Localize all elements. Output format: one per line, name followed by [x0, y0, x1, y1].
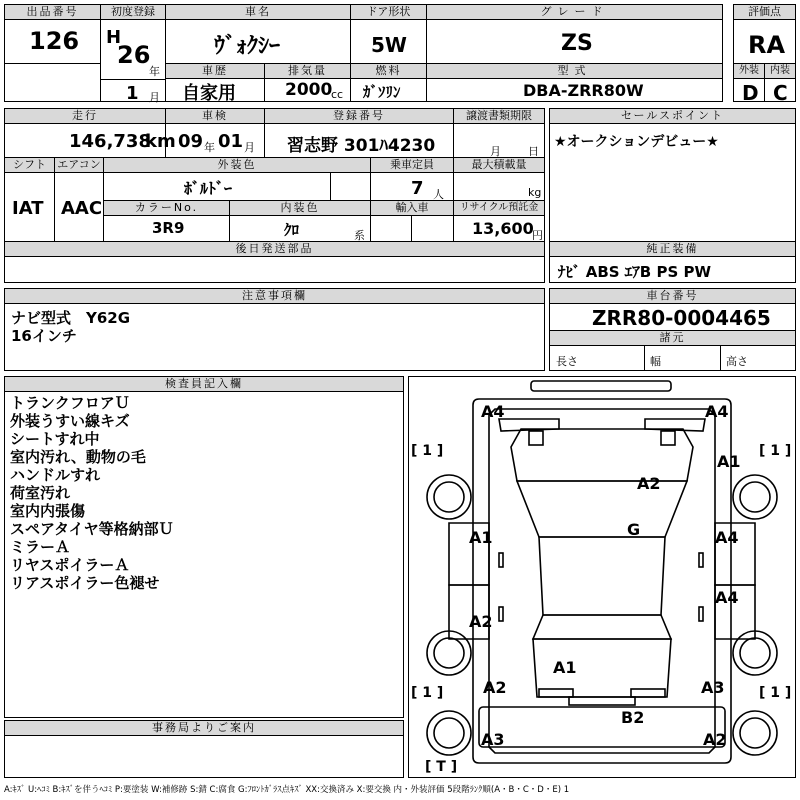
mark-a4-front-left: A4 [481, 402, 505, 421]
tire-front-right: [ 1 ] [759, 443, 792, 459]
year-unit: 年 [149, 65, 160, 78]
ac-box [54, 157, 104, 242]
sales-point-box [549, 108, 796, 242]
inspector-note: リヤスポイラーＡ [10, 556, 130, 574]
mark-a4-front-right: A4 [705, 402, 729, 421]
mileage-label: 走行 [5, 109, 165, 124]
chassis-label: 車台番号 [550, 289, 795, 304]
mark-a2-hood: A2 [637, 474, 661, 493]
mark-a2-left-rear-door: A2 [469, 612, 493, 631]
dims-height: 高さ [726, 355, 748, 368]
inspector-note: 室内汚れ、動物の毛 [10, 448, 146, 466]
lot-number: 126 [29, 27, 80, 55]
trunk-mark: [ T ] [425, 759, 458, 775]
dims-length: 長さ [556, 355, 578, 368]
mark-g-windshield: G [627, 520, 641, 539]
lot-label: 出品番号 [5, 5, 100, 20]
genuine-equipment: ﾅﾋﾞ ABS ｴｱB PS PW [558, 263, 712, 281]
car-outline [409, 377, 795, 777]
inspector-label: 検査員記入欄 [5, 377, 403, 392]
legend: A:ｷｽﾞ U:ﾍｺﾐ B:ｷｽﾞを伴うﾍｺﾐ P:要塗装 W:補修跡 S:錆 C:腐食 G:ﾌﾛﾝﾄｶﾞﾗｽ点ｷｽﾞ XX:交換済み X:要交換 内・外装評価 5段階ﾗﾝｸ順(A・B・C・D・E) 1 [4, 785, 570, 795]
inspector-note: 室内内張傷 [10, 502, 86, 520]
fuel-label: 燃料 [351, 64, 426, 79]
model-code: DBA-ZRR80W [523, 81, 644, 100]
inspection-year: 09 [178, 131, 204, 152]
exterior-rating: D [742, 81, 759, 105]
note-line: 16インチ [11, 327, 77, 345]
first-registration-label: 初度登録 [101, 5, 165, 20]
color-box [103, 157, 371, 201]
door-box [350, 4, 427, 64]
inspector-note: スペアタイヤ等格納部Ｕ [10, 520, 174, 538]
model-box [426, 63, 723, 102]
capacity: 7 [411, 178, 424, 199]
office-label: 事務局よりご案内 [5, 721, 403, 736]
month-unit: 月 [149, 91, 160, 104]
inspection-label: 車検 [166, 109, 264, 124]
shift-box [4, 157, 55, 242]
recycle-unit: 円 [532, 229, 543, 242]
interior-rating: C [773, 81, 788, 105]
mark-a2-bottom-right: A2 [703, 730, 727, 749]
inspector-note: ハンドルすれ [10, 466, 101, 484]
inspection-box [165, 108, 265, 158]
recycle-box [453, 200, 545, 242]
color-number: 3R9 [152, 219, 185, 237]
interior-color: ｸﾛ [284, 221, 300, 239]
notes-box [4, 288, 545, 371]
notes-label: 注意事項欄 [5, 289, 544, 304]
later-parts-label: 後日発送部品 [5, 242, 544, 257]
mark-a1-right-front: A1 [717, 452, 741, 471]
grade-label: グレード [427, 5, 722, 20]
fuel-box [350, 63, 427, 102]
mark-b2-rear-bumper: B2 [621, 708, 645, 727]
recycle-label: リサイクル預託金 [454, 201, 544, 216]
displacement-unit: cc [331, 88, 344, 101]
year-value: 26 [117, 41, 151, 69]
era: H [106, 27, 122, 48]
mark-a1-left-door: A1 [469, 528, 493, 547]
office-box [4, 720, 404, 778]
mark-a1-rear-hatch: A1 [553, 658, 577, 677]
rating-label: 評価点 [734, 5, 795, 20]
plate-box [264, 108, 454, 158]
inspection-year-unit: 年 [204, 141, 215, 154]
chassis-number: ZRR80-0004465 [592, 306, 771, 330]
lot-box [4, 4, 101, 102]
shift-label: シフト [5, 158, 54, 173]
exterior-label: 外装 [734, 64, 764, 79]
displacement-box [264, 63, 351, 102]
inspector-note: シートすれ中 [10, 430, 100, 448]
capacity-box [370, 157, 454, 201]
month-value: 1 [126, 83, 139, 104]
grade: ZS [561, 31, 593, 56]
inspection-month: 01 [218, 131, 244, 152]
fuel: ｶﾞｿﾘﾝ [363, 83, 401, 101]
car-name: ｳﾞｫｸｼｰ [214, 34, 281, 59]
ac: AAC [61, 198, 103, 219]
tire-rear-right: [ 1 ] [759, 685, 792, 701]
displacement-label: 排気量 [265, 64, 350, 79]
inspector-note: リアスポイラー色褪せ [10, 574, 160, 592]
dims-width: 幅 [650, 355, 661, 368]
mark-a3-bottom-left: A3 [481, 730, 505, 749]
inspector-note: トランクフロアＵ [10, 394, 130, 412]
rating-score: RA [748, 31, 786, 59]
displacement: 2000 [285, 80, 333, 100]
later-parts-box [4, 241, 545, 283]
inspector-note: ミラーＡ [10, 538, 71, 556]
plate-label: 登録番号 [265, 109, 453, 124]
transfer-day: 日 [528, 145, 539, 158]
transfer-label: 譲渡書類期限 [454, 109, 544, 124]
mileage: 146,738 [69, 131, 151, 152]
damage-diagram [408, 376, 796, 778]
import-label: 輸入車 [371, 201, 453, 216]
mark-a4-right-front-door: A4 [715, 528, 739, 547]
history-label: 車歴 [166, 64, 264, 79]
import-box [370, 200, 454, 242]
dims-label: 諸元 [550, 330, 795, 346]
color-number-box [103, 200, 230, 242]
car-name-box [165, 4, 351, 64]
mark-a2-left-rear: A2 [483, 678, 507, 697]
mark-a4-right-rear-door: A4 [715, 588, 739, 607]
chassis-box [549, 288, 796, 371]
door-label: ドア形状 [351, 5, 426, 20]
mileage-unit: km [145, 131, 176, 152]
recycle-fee: 13,600 [472, 219, 534, 238]
tire-rear-left: [ 1 ] [411, 685, 444, 701]
history: 自家用 [182, 83, 236, 104]
tire-front-left: [ 1 ] [411, 443, 444, 459]
interior-color-box [229, 200, 371, 242]
door-type: 5W [371, 33, 407, 57]
interior-color-label: 内装色 [230, 201, 370, 216]
history-box [165, 63, 265, 102]
interior-color-unit: 系 [354, 229, 365, 242]
load-unit: kg [528, 186, 542, 199]
capacity-label: 乗車定員 [371, 158, 453, 173]
car-name-label: 車名 [166, 5, 350, 20]
capacity-unit: 人 [433, 188, 444, 201]
inspector-note: 外装うすい線キズ [10, 412, 130, 430]
interior-label: 内装 [765, 64, 795, 79]
note-line: ナビ型式 Y62G [11, 309, 131, 327]
model-label: 型式 [427, 64, 722, 79]
color-label: 外装色 [104, 158, 370, 173]
inspection-month-unit: 月 [244, 141, 255, 154]
grade-box [426, 4, 723, 64]
load-box [453, 157, 545, 201]
inspector-note: 荷室汚れ [10, 484, 71, 502]
ac-label: エアコン [55, 158, 103, 173]
sales-point-label: セールスポイント [550, 109, 795, 124]
mark-a3-right-rear: A3 [701, 678, 725, 697]
first-registration-box [100, 4, 166, 102]
inspector-box [4, 376, 404, 718]
exterior-color: ﾎﾞﾙﾄﾞｰ [184, 179, 233, 198]
shift: IAT [12, 198, 44, 219]
sales-point: ★オークションデビュー★ [554, 134, 719, 150]
transfer-box [453, 108, 545, 158]
rating-box [733, 4, 796, 105]
mileage-box [4, 108, 176, 158]
transfer-month: 月 [490, 145, 501, 158]
plate-number: 習志野 301ﾊ4230 [287, 136, 436, 156]
color-number-label: カラーNo. [104, 201, 229, 216]
genuine-box [549, 241, 796, 283]
genuine-label: 純正装備 [550, 242, 795, 257]
load-label: 最大積載量 [454, 158, 544, 173]
